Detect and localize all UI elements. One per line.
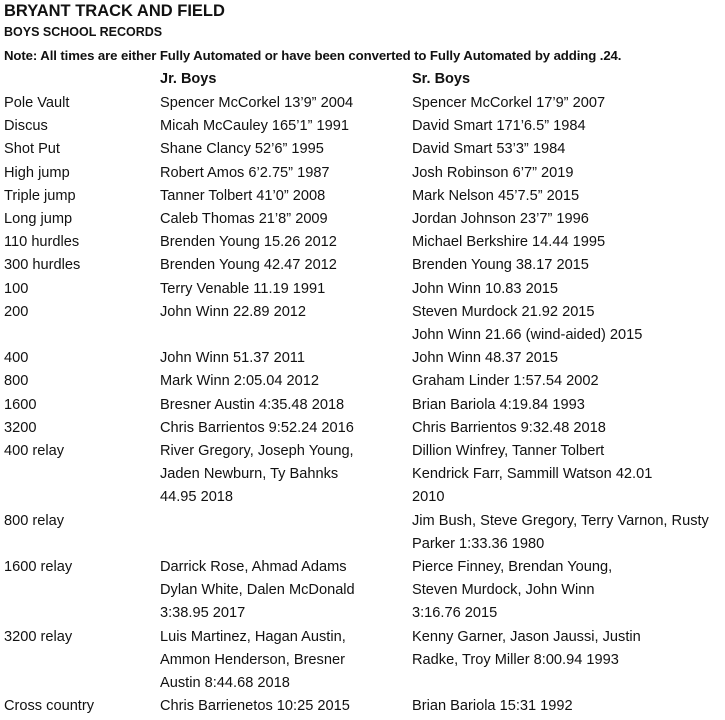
sr-record-line: Radke, Troy Miller 8:00.94 1993 [412,651,619,668]
sr-record-line: Chris Barrientos 9:32.48 2018 [412,419,606,436]
jr-record-line: Darrick Rose, Ahmad Adams [160,559,347,576]
sr-record-line: Jim Bush, Steve Gregory, Terry Varnon, Rusty [412,512,709,529]
sr-record-line: Brian Bariola 4:19.84 1993 [412,396,585,413]
event-name: High jump [4,164,70,181]
jr-record-line: Dylan White, Dalen McDonald [160,582,355,599]
jr-record [160,440,412,510]
sr-record-line: Kenny Garner, Jason Jaussi, Justin [412,628,641,645]
sr-record [412,231,712,254]
sr-record-line: Josh Robinson 6’7” 2019 [412,164,574,181]
timing-note: Note: All times are either Fully Automated or have been converted to Fully Automated by adding .24. [4,48,622,63]
jr-record-line: River Gregory, Joseph Young, [160,443,354,460]
sr-record-line: 2010 [412,489,445,506]
record-row [0,92,725,115]
record-row [0,208,725,231]
sr-record [412,138,712,161]
jr-record-line: Jaden Newburn, Ty Bahnks [160,466,339,483]
record-row [0,278,725,301]
sr-record-line: Kendrick Farr, Sammill Watson 42.01 [412,466,653,483]
records-table [0,92,725,718]
record-row [0,417,725,440]
sr-record-line: Spencer McCorkel 17’9” 2007 [412,95,606,111]
record-row [0,115,725,138]
document-subtitle: BOYS SCHOOL RECORDS [4,25,163,39]
sr-record [412,347,712,370]
jr-record-line: Luis Martinez, Hagan Austin, [160,628,346,645]
jr-record-line: 3:38.95 2017 [160,605,246,622]
jr-record-line: Brenden Young 15.26 2012 [160,234,337,251]
sr-record [412,510,712,556]
jr-record-line: Terry Venable 11.19 1991 [160,280,326,297]
event-name: 3200 [4,419,37,436]
sr-record [412,115,712,138]
event-name: 3200 relay [4,628,73,645]
jr-record [160,417,412,440]
jr-record [160,115,412,138]
sr-record-line: Jordan Johnson 23’7” 1996 [412,211,589,228]
event-name: 400 [4,350,29,367]
jr-record-line: Brenden Young 42.47 2012 [160,257,337,274]
record-row [0,510,725,556]
jr-record [160,138,412,161]
sr-record [412,370,712,393]
jr-record [160,301,412,324]
jr-record-line: Chris Barrientos 9:52.24 2016 [160,419,354,436]
sr-record-line: Steven Murdock, John Winn [412,582,595,599]
record-row [0,556,725,626]
event-name: 1600 relay [4,559,73,576]
record-row [0,138,725,161]
sr-record [412,254,712,277]
sr-record-line: Brenden Young 38.17 2015 [412,257,589,274]
sr-record [412,394,712,417]
sr-record-line: Michael Berkshire 14.44 1995 [412,234,606,251]
jr-record [160,254,412,277]
sr-record [412,301,712,347]
jr-record-line: Tanner Tolbert 41’0” 2008 [160,187,326,204]
event-name: 200 [4,303,29,320]
jr-record [160,185,412,208]
jr-record [160,162,412,185]
record-row [0,370,725,393]
event-name: Discus [4,118,48,135]
document-title: BRYANT TRACK AND FIELD [4,2,225,20]
sr-record-line: Dillion Winfrey, Tanner Tolbert [412,443,605,460]
record-row [0,394,725,417]
sr-record-line: Pierce Finney, Brendan Young, [412,559,613,576]
jr-record-line: Micah McCauley 165’1” 1991 [160,118,350,135]
jr-boys-column-header: Jr. Boys [160,71,217,87]
record-row [0,231,725,254]
jr-record-line: Spencer McCorkel 13’9” 2004 [160,95,354,111]
sr-record [412,278,712,301]
record-row [0,626,725,696]
record-row [0,301,725,347]
sr-record-line: Steven Murdock 21.92 2015 [412,303,595,320]
jr-record [160,370,412,393]
record-row [0,347,725,370]
jr-record [160,208,412,231]
jr-record [160,626,412,696]
jr-record-line: Shane Clancy 52’6” 1995 [160,141,324,158]
sr-record [412,440,712,510]
jr-record [160,92,412,115]
jr-record [160,394,412,417]
jr-record [160,278,412,301]
event-name: 400 relay [4,443,65,460]
event-name: 1600 [4,396,37,413]
jr-record-line: Caleb Thomas 21’8” 2009 [160,211,328,228]
sr-record-line: 3:16.76 2015 [412,605,498,622]
sr-record [412,695,712,718]
jr-record-line: Mark Winn 2:05.04 2012 [160,373,319,390]
record-row [0,695,725,718]
jr-record-line: Austin 8:44.68 2018 [160,675,290,692]
event-name: 800 relay [4,512,65,529]
event-name: 110 hurdles [4,234,80,251]
event-name: Shot Put [4,141,60,158]
sr-record [412,417,712,440]
record-row [0,162,725,185]
record-row [0,185,725,208]
sr-record [412,626,712,672]
record-row [0,254,725,277]
sr-record [412,208,712,231]
sr-record-line: John Winn 21.66 (wind-aided) 2015 [412,327,643,344]
event-name: 100 [4,280,29,297]
sr-boys-column-header: Sr. Boys [412,71,471,87]
jr-record [160,347,412,370]
event-name: 800 [4,373,29,390]
jr-record [160,231,412,254]
sr-record-line: John Winn 48.37 2015 [412,350,559,367]
jr-record-line: Robert Amos 6’2.75” 1987 [160,164,330,181]
record-row [0,440,725,510]
sr-record [412,162,712,185]
jr-record [160,556,412,626]
event-name: Triple jump [4,187,76,204]
jr-record [160,695,412,718]
sr-record-line: Mark Nelson 45’7.5” 2015 [412,187,580,204]
jr-record-line: John Winn 51.37 2011 [160,350,305,367]
sr-record [412,185,712,208]
sr-record-line: Parker 1:33.36 1980 [412,535,545,552]
sr-record-line: David Smart 171’6.5” 1984 [412,118,586,135]
jr-record-line: Bresner Austin 4:35.48 2018 [160,396,345,413]
sr-record-line: Graham Linder 1:57.54 2002 [412,373,599,390]
jr-record-line: Chris Barrienetos 10:25 2015 [160,698,350,715]
sr-record-line: John Winn 10.83 2015 [412,280,559,297]
event-name: 300 hurdles [4,257,81,274]
jr-record-line: 44.95 2018 [160,489,234,506]
event-name: Long jump [4,211,73,228]
sr-record-line: Brian Bariola 15:31 1992 [412,698,573,715]
sr-record-line: David Smart 53’3” 1984 [412,141,566,158]
sr-record [412,92,712,115]
jr-record-line: Ammon Henderson, Bresner [160,651,345,668]
jr-record-line: John Winn 22.89 2012 [160,303,307,320]
event-name: Pole Vault [4,95,70,111]
sr-record [412,556,712,626]
event-name: Cross country [4,698,95,715]
